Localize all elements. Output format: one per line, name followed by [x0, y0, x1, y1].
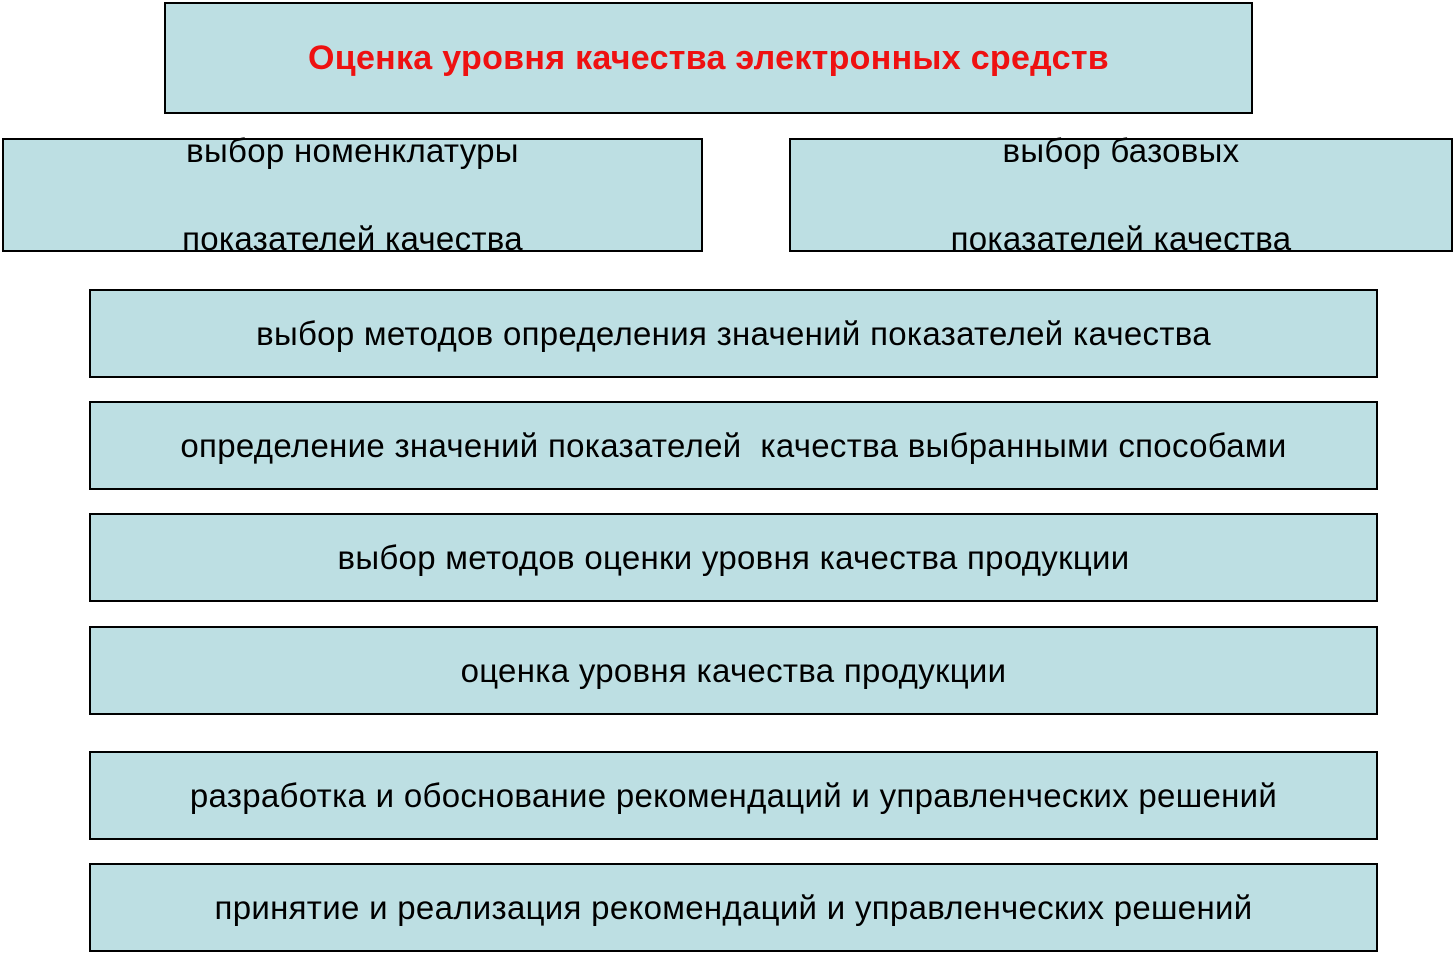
- step-text-2: определение значений показателей качества выбранными способами: [180, 426, 1287, 464]
- step-box-5: [89, 751, 1378, 840]
- step-box-3: [89, 513, 1378, 602]
- diagram-title: Оценка уровня качества электронных средств: [308, 39, 1109, 77]
- step-text-1: выбор методов определения значений показателей качества: [256, 314, 1211, 352]
- box-nomenclature-selection-text: [182, 85, 523, 305]
- step-text-6: принятие и реализация рекомендаций и управленческих решений: [214, 888, 1253, 926]
- step-box-2: [89, 401, 1378, 490]
- box-base-indicators-text: [951, 85, 1292, 305]
- step-box-6: [89, 863, 1378, 952]
- box-base-indicators-selection: [789, 132, 1453, 257]
- box-nomenclature-line-2: показателей качества: [182, 220, 523, 257]
- step-box-1: [89, 289, 1378, 378]
- box-base-line-1: выбор базовых: [1002, 132, 1240, 169]
- box-nomenclature-selection: [2, 132, 703, 257]
- step-box-4: [89, 626, 1378, 715]
- box-nomenclature-line-1: выбор номенклатуры: [186, 132, 519, 169]
- step-text-5: разработка и обоснование рекомендаций и управленческих решений: [189, 776, 1278, 814]
- box-base-line-2: показателей качества: [950, 220, 1292, 257]
- step-text-3: выбор методов оценки уровня качества продукции: [337, 538, 1130, 576]
- step-text-4: оценка уровня качества продукции: [460, 651, 1007, 689]
